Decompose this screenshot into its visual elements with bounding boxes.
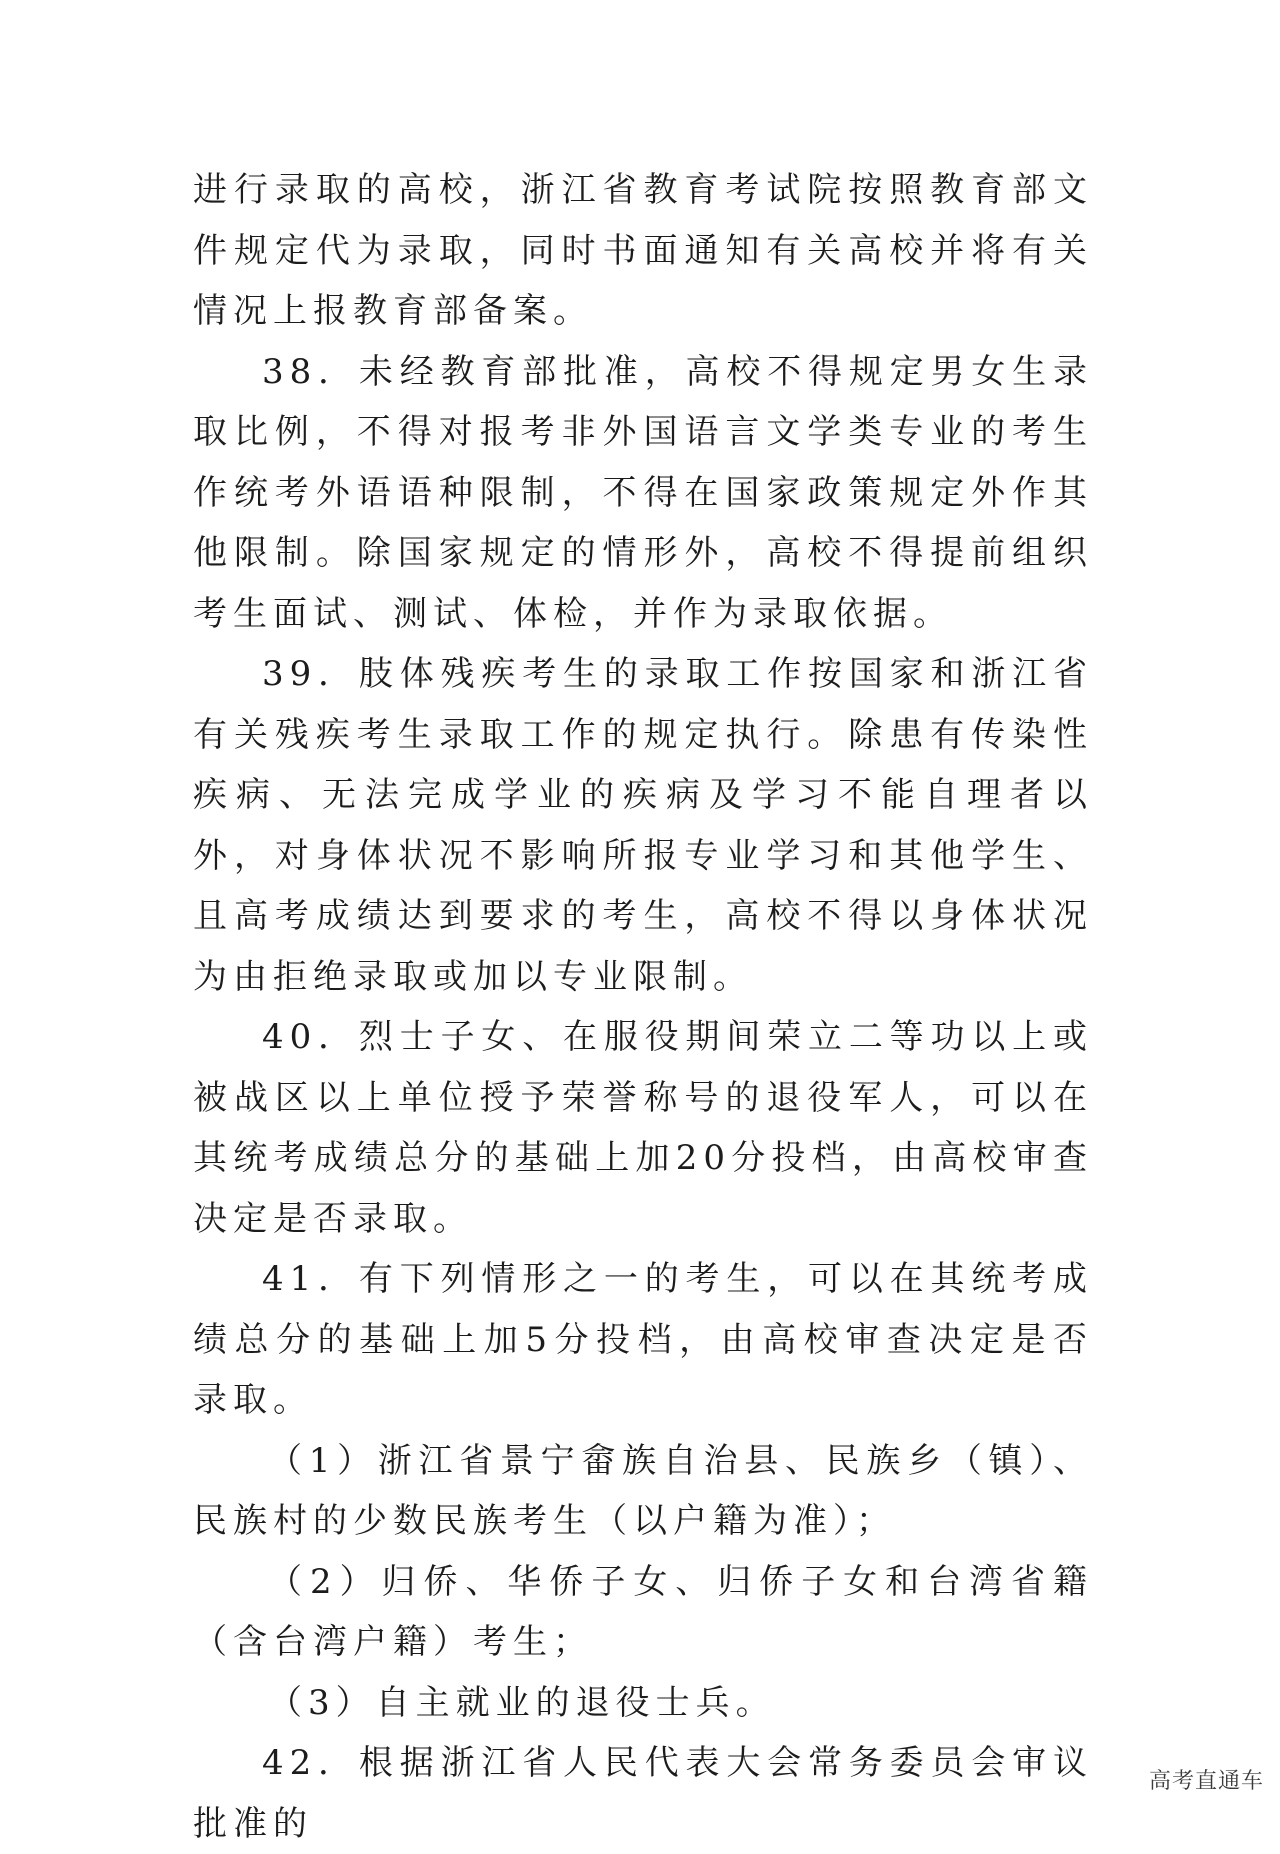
list-item-1: （1）浙江省景宁畲族自治县、民族乡（镇）、民族村的少数民族考生（以户籍为准）； — [193, 1440, 1093, 1541]
paragraph-38: 38．未经教育部批准，高校不得规定男女生录取比例，不得对报考非外国语言文学类专业的考生作统考外语语种限制，不得在国家政策规定外作其他限制。除国家规定的情形外，高校不得提前组织考生面试、测试、体检，并作为录取依据。 — [193, 351, 1093, 634]
list-item-3: （3）自主就业的退役士兵。 — [268, 1682, 776, 1723]
document-page — [193, 160, 1093, 1854]
list-item-2: （2）归侨、华侨子女、归侨子女和台湾省籍（含台湾户籍）考生； — [193, 1561, 1093, 1662]
watermark-text: 高考直通车 — [1148, 1769, 1264, 1794]
paragraph-42: 42．根据浙江省人民代表大会常务委员会审议批准的 — [193, 1743, 1093, 1844]
paragraph-41: 41．有下列情形之一的考生，可以在其统考成绩总分的基础上加5分投档，由高校审查决定是否录取。 — [193, 1259, 1093, 1420]
paragraph-continuation: 进行录取的高校，浙江省教育考试院按照教育部文件规定代为录取，同时书面通知有关高校并将有关情况上报教育部备案。 — [193, 170, 1093, 331]
paragraph-39: 39．肢体残疾考生的录取工作按国家和浙江省有关残疾考生录取工作的规定执行。除患有传染性疾病、无法完成学业的疾病及学习不能自理者以外，对身体状况不影响所报专业学习和其他学生、且高考成绩达到要求的考生，高校不得以身体状况为由拒绝录取或加以专业限制。 — [193, 654, 1093, 997]
paragraph-40: 40．烈士子女、在服役期间荣立二等功以上或被战区以上单位授予荣誉称号的退役军人，可以在其统考成绩总分的基础上加20分投档，由高校审查决定是否录取。 — [193, 1017, 1093, 1239]
